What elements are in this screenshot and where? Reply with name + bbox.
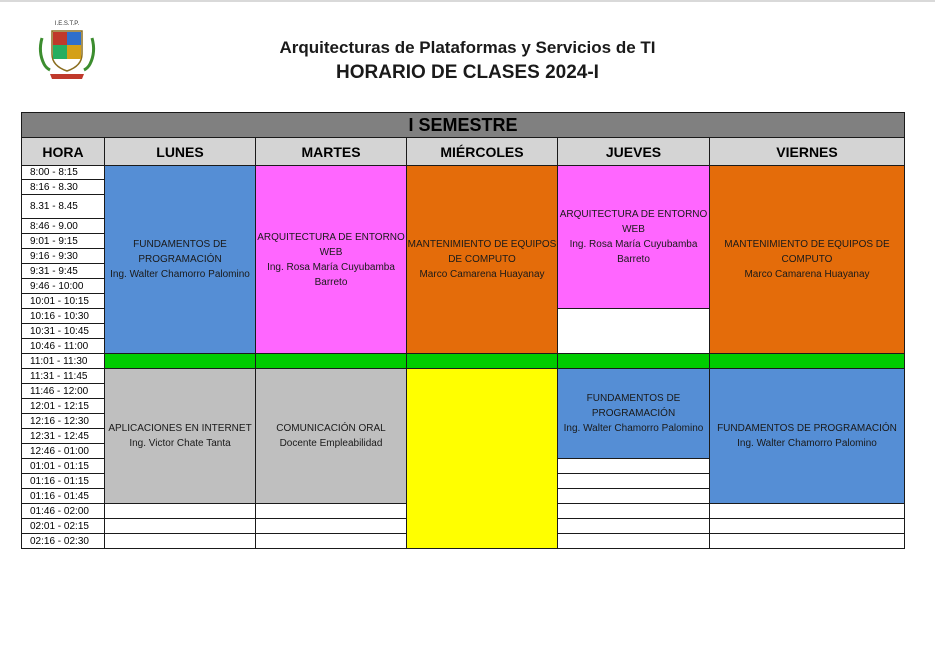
break-cell-viernes bbox=[710, 354, 905, 369]
empty-cell bbox=[710, 534, 905, 549]
course-name: APLICACIONES EN INTERNET bbox=[108, 423, 252, 434]
break-cell-lunes bbox=[105, 354, 256, 369]
empty-cell bbox=[558, 474, 710, 489]
time-slot: 02:01 - 02:15 bbox=[22, 519, 105, 534]
empty-cell bbox=[558, 519, 710, 534]
hour-column-header: HORA bbox=[22, 138, 105, 166]
class-block-viernes-pm bbox=[710, 369, 905, 504]
teacher-name: Marco Camarena Huayanay bbox=[744, 269, 870, 280]
time-slot: 10:16 - 10:30 bbox=[22, 309, 105, 324]
empty-cell bbox=[105, 534, 256, 549]
break-cell-miercoles bbox=[407, 354, 558, 369]
teacher-name: Ing. Rosa María Cuyubamba Barreto bbox=[267, 261, 395, 288]
empty-cell bbox=[558, 489, 710, 504]
class-block-lunes-am bbox=[105, 166, 256, 354]
semester-header: I SEMESTRE bbox=[22, 113, 905, 138]
class-block-martes-am bbox=[256, 166, 407, 354]
time-slot: 10:31 - 10:45 bbox=[22, 324, 105, 339]
day-header-jueves: JUEVES bbox=[558, 138, 710, 166]
time-slot: 12:31 - 12:45 bbox=[22, 429, 105, 444]
class-block-miercoles-pm bbox=[407, 369, 558, 549]
empty-cell bbox=[256, 534, 407, 549]
course-name: FUNDAMENTOS DE PROGRAMACIÓN bbox=[717, 423, 897, 434]
time-slot: 9:01 - 9:15 bbox=[22, 234, 105, 249]
time-slot: 01:01 - 01:15 bbox=[22, 459, 105, 474]
time-slot: 01:46 - 02:00 bbox=[22, 504, 105, 519]
day-header-martes: MARTES bbox=[256, 138, 407, 166]
empty-cell bbox=[105, 519, 256, 534]
time-slot: 01:16 - 01:15 bbox=[22, 474, 105, 489]
empty-cell bbox=[558, 534, 710, 549]
top-border-line bbox=[0, 0, 935, 2]
time-slot: 9:16 - 9:30 bbox=[22, 249, 105, 264]
time-slot: 8.31 - 8.45 bbox=[22, 195, 105, 219]
time-slot: 01:16 - 01:45 bbox=[22, 489, 105, 504]
teacher-name: Ing. Walter Chamorro Palomino bbox=[110, 269, 250, 280]
empty-cell bbox=[256, 519, 407, 534]
time-slot: 9:31 - 9:45 bbox=[22, 264, 105, 279]
time-slot: 9:46 - 10:00 bbox=[22, 279, 105, 294]
teacher-name: Marco Camarena Huayanay bbox=[419, 269, 545, 280]
course-name: MANTENIMIENTO DE EQUIPOS DE COMPUTO bbox=[407, 239, 557, 265]
teacher-name: Docente Empleabilidad bbox=[279, 438, 383, 449]
document-title: HORARIO DE CLASES 2024-I bbox=[336, 62, 599, 83]
class-block-miercoles-am bbox=[407, 166, 558, 354]
break-cell-jueves bbox=[558, 354, 710, 369]
class-block-jueves-am bbox=[558, 166, 710, 309]
empty-cell bbox=[558, 504, 710, 519]
teacher-name: Ing. Victor Chate Tanta bbox=[129, 438, 231, 449]
teacher-name: Ing. Rosa María Cuyubamba Barreto bbox=[569, 239, 698, 265]
teacher-name: Ing. Walter Chamorro Palomino bbox=[737, 438, 877, 449]
course-name: ARQUITECTURA DE ENTORNO WEB bbox=[257, 231, 405, 258]
break-time-slot: 11:01 - 11:30 bbox=[22, 354, 105, 369]
time-slot: 10:46 - 11:00 bbox=[22, 339, 105, 354]
break-cell-martes bbox=[256, 354, 407, 369]
svg-text:I.E.S.T.P.: I.E.S.T.P. bbox=[54, 21, 80, 27]
time-slot: 12:16 - 12:30 bbox=[22, 414, 105, 429]
class-block-jueves-pm bbox=[558, 369, 710, 459]
time-slot: 12:01 - 12:15 bbox=[22, 399, 105, 414]
time-slot: 10:01 - 10:15 bbox=[22, 294, 105, 309]
course-name: FUNDAMENTOS DE PROGRAMACIÓN bbox=[586, 393, 681, 419]
day-header-viernes: VIERNES bbox=[710, 138, 905, 166]
class-block-lunes-pm bbox=[105, 369, 256, 504]
time-slot: 8:00 - 8:15 bbox=[22, 166, 105, 180]
class-block-martes-pm bbox=[256, 369, 407, 504]
course-name: MANTENIMIENTO DE EQUIPOS DE COMPUTO bbox=[724, 239, 890, 265]
empty-cell bbox=[558, 459, 710, 474]
time-slot: 12:46 - 01:00 bbox=[22, 444, 105, 459]
class-schedule-table bbox=[21, 112, 905, 549]
class-block-viernes-am bbox=[710, 166, 905, 354]
empty-cell bbox=[105, 504, 256, 519]
empty-cell bbox=[256, 504, 407, 519]
time-slot: 8:16 - 8.30 bbox=[22, 180, 105, 195]
course-name: COMUNICACIÓN ORAL bbox=[276, 423, 386, 434]
time-slot: 11:31 - 11:45 bbox=[22, 369, 105, 384]
empty-cell-jueves-am bbox=[558, 309, 710, 354]
teacher-name: Ing. Walter Chamorro Palomino bbox=[563, 423, 704, 434]
time-slot: 8:46 - 9.00 bbox=[22, 219, 105, 234]
time-slot: 02:16 - 02:30 bbox=[22, 534, 105, 549]
day-header-lunes: LUNES bbox=[105, 138, 256, 166]
empty-cell bbox=[710, 504, 905, 519]
document-subtitle: Arquitecturas de Plataformas y Servicios de TI bbox=[279, 38, 656, 57]
course-name: FUNDAMENTOS DE PROGRAMACIÓN bbox=[133, 239, 227, 265]
time-slot: 11:46 - 12:00 bbox=[22, 384, 105, 399]
empty-cell bbox=[710, 519, 905, 534]
course-name: ARQUITECTURA DE ENTORNO WEB bbox=[559, 209, 708, 235]
day-header-miercoles: MIÉRCOLES bbox=[407, 138, 558, 166]
